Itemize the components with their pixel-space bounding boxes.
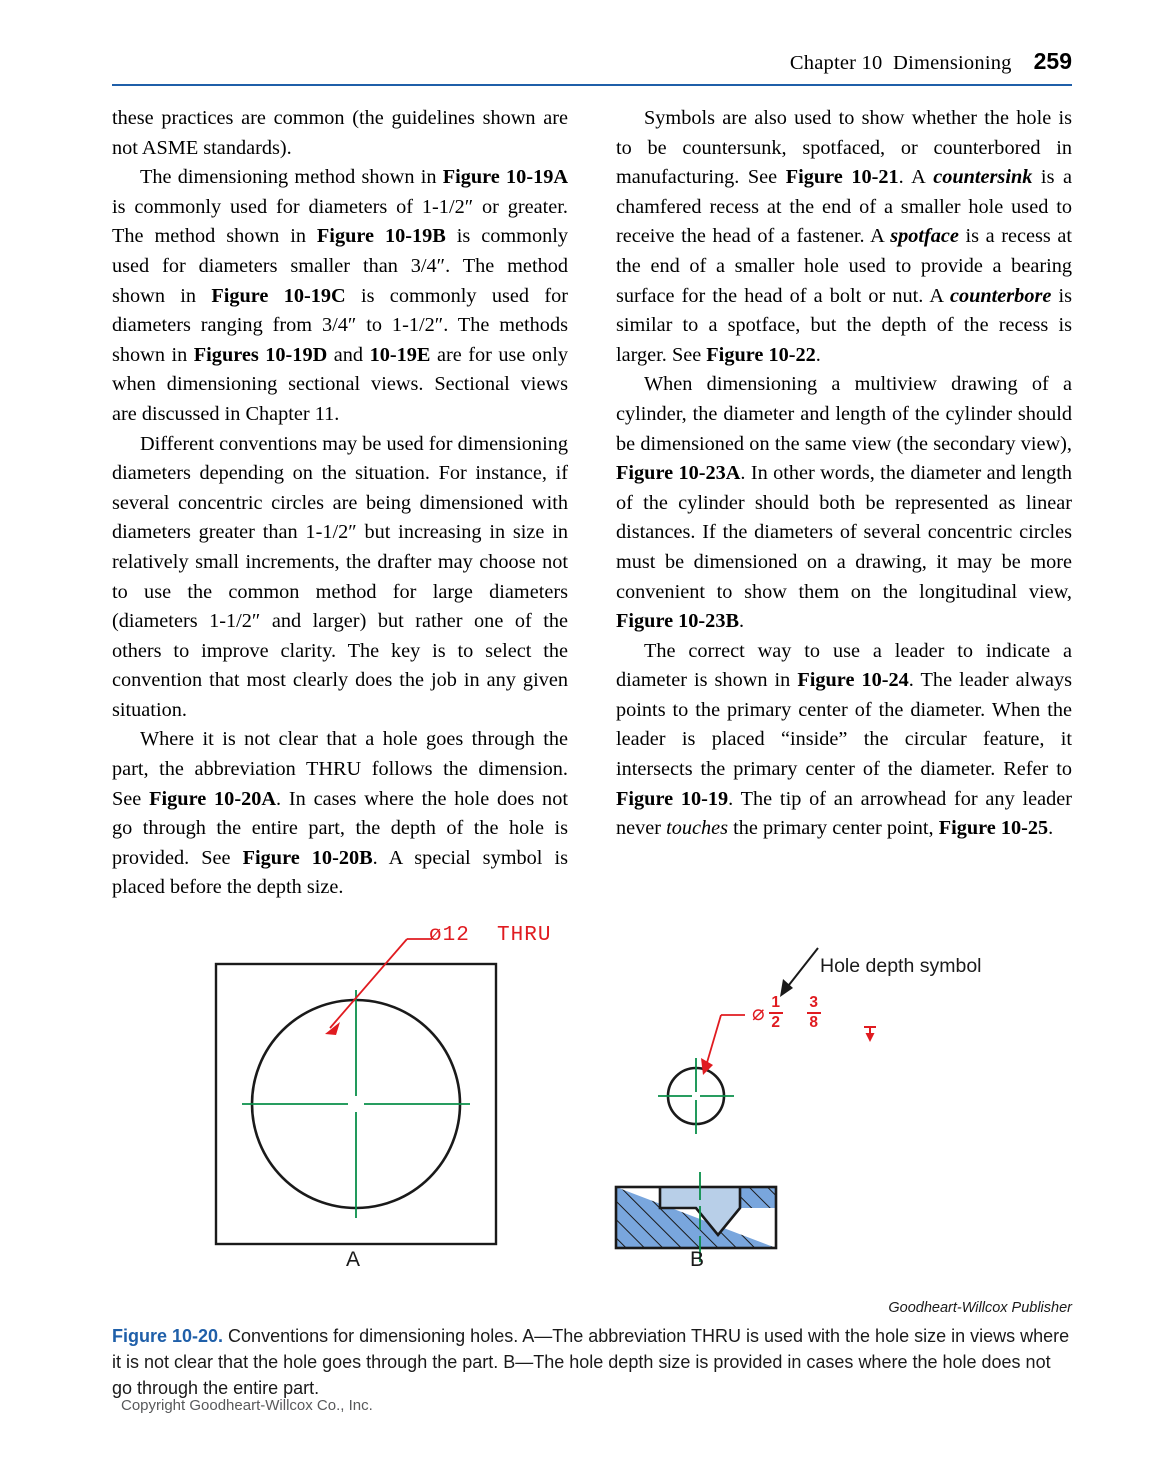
diameter-fraction-denominator: 2 (771, 1014, 780, 1032)
figure-reference: Figure 10-20B (242, 846, 373, 869)
text-run: is similar to a spotface, but the depth of the recess is larger. See (616, 284, 1072, 366)
text-run: is a chamfered recess at the end of a smaller hole used to receive the head of a fastener. A (616, 166, 1072, 248)
hole-depth-callout-arrow (780, 948, 818, 997)
text-run: . The tip of an arrowhead for any leader never (616, 787, 1073, 840)
view-b-circle-centerlines (658, 1058, 734, 1134)
emphasis-term: countersink (933, 166, 1033, 189)
paragraph (616, 637, 1072, 844)
text-run: . In other words, the diameter and length of the cylinder should both be represented as linear distances. If the diameters of several concentric circles must be dimensioned on a drawing, it may be more convenient to show them on the longitudinal view, (616, 462, 1072, 603)
text-run: . The leader always points to the primary center of the diameter. When the leader is placed “inside” the circular feature, it intersects the primary center of the diameter. Refer to (616, 669, 1072, 781)
figure-reference: Figure 10-20A (149, 787, 277, 810)
text-run: . (1048, 817, 1054, 840)
figure-reference: Figure 10-21 (785, 166, 899, 189)
emphasis-term: touches (666, 817, 729, 840)
figure-reference: Figure 10-19C (211, 284, 346, 307)
depth-fraction-numerator: 3 (809, 994, 818, 1011)
text-run: is a recess at the end of a smaller hole used to provide a bearing surface for the head of a bolt or nut. A (616, 225, 1072, 307)
paragraph (616, 370, 1072, 636)
text-run: . (739, 610, 745, 633)
figure-reference: Figure 10-19B (316, 225, 446, 248)
diameter-fraction-numerator: 1 (771, 994, 780, 1011)
view-b-section-block (616, 1187, 776, 1248)
running-head-chapter: Chapter 10 Dimensioning (789, 52, 1012, 74)
depth-fraction-denominator: 8 (809, 1014, 818, 1032)
text-run: is commonly used for diameters of 1-1/2″ or greater. The method shown in (112, 195, 568, 248)
text-run: Symbols are also used to show whether the hole is to be countersunk, spotfaced, or counterbored in manufacturing. See (616, 107, 1072, 189)
figure-reference: Figure 10-19A (442, 166, 568, 189)
running-head (112, 48, 1072, 82)
figure-reference: Figures 10-19D (193, 343, 328, 366)
text-run: . In cases where the hole does not go through the entire part, the depth of the hole is provided. See (112, 787, 568, 869)
header-rule (112, 84, 1072, 86)
text-run: is commonly used for diameters ranging from 3/4″ to 1-1/2″. The methods shown in (112, 284, 568, 366)
view-a-dimension-text: ø12 THRU (429, 924, 552, 947)
view-b-label: B (690, 1248, 705, 1271)
depth-fraction (806, 995, 822, 1032)
right-column (616, 104, 1072, 903)
text-run: The dimensioning method shown in (140, 166, 443, 189)
text-run: . A special symbol is placed before the depth size. (112, 846, 569, 899)
text-run: . A (898, 166, 934, 189)
figure-credit: Goodheart-Willcox Publisher (888, 1300, 1072, 1316)
page-number: 259 (1033, 48, 1072, 74)
hole-depth-symbol-callout-label: Hole depth symbol (820, 955, 982, 977)
emphasis-term: counterbore (949, 284, 1052, 307)
figure-reference: 10-19E (369, 343, 431, 366)
diameter-fraction (768, 995, 784, 1032)
body-columns (112, 104, 1072, 903)
figure-reference: Figure 10-23B (616, 610, 739, 633)
emphasis-term: spotface (890, 225, 959, 248)
text-run: The correct way to use a leader to indicate a diameter is shown in (616, 639, 1072, 692)
paragraph (112, 725, 568, 903)
text-run: are for use only when dimensioning sectional views. Sectional views are discussed in Chapter 11. (112, 343, 568, 425)
figure-reference: Figure 10-24 (797, 669, 909, 692)
text-run: . (815, 343, 821, 366)
figure-caption-text: Conventions for dimensioning holes. A—The abbreviation THRU is used with the hole size in views where it is not clear that the hole goes through the part. B—The hole depth size is provided in cases where the hole does not go through the entire part. (112, 1326, 1070, 1398)
figure-reference: Figure 10-19 (616, 787, 729, 810)
paragraph (112, 163, 568, 429)
figure-reference: Figure 10-25 (938, 817, 1049, 840)
text-run: is commonly used for diameters smaller than 3/4″. The method shown in (112, 225, 568, 307)
figure-reference: Figure 10-23A (616, 462, 741, 485)
left-column (112, 104, 568, 903)
view-a-label: A (346, 1248, 361, 1271)
text-run: Different conventions may be used for dimensioning diameters depending on the situation. For instance, if several concentric circles are being dimensioned with diameters greater than 1-1/2″ but increasing in size in relatively small increments, the drafter may choose not to use the common method for large diameters (diameters 1-1/2″ and larger) but rather one of the others to improve clarity. The key is to select the convention that most clearly does the job in any given situation. (112, 432, 568, 721)
figure-10-20-graphic (112, 900, 1072, 1300)
figure-caption-number: Figure 10-20. (112, 1326, 224, 1346)
diameter-symbol-icon: ⌀ (752, 1001, 765, 1025)
view-b-leader (701, 1015, 745, 1075)
text-run: and (327, 343, 370, 366)
paragraph (112, 430, 568, 726)
hole-depth-symbol-icon (787, 1003, 803, 1023)
copyright-footer: Copyright Goodheart-Willcox Co., Inc. (121, 1397, 373, 1414)
paragraph (616, 104, 1072, 370)
figure-caption (112, 1323, 1072, 1401)
view-b-dimension-text (752, 995, 822, 1032)
text-run: these practices are common (the guidelines shown are not ASME standards). (112, 107, 568, 159)
text-run: Where it is not clear that a hole goes through the part, the abbreviation THRU follows the dimension. See (112, 728, 568, 810)
figure-reference: Figure 10-22 (706, 343, 816, 366)
text-run: the primary center point, (728, 817, 939, 840)
text-run: When dimensioning a multiview drawing of a cylinder, the diameter and length of the cylinder should be dimensioned on the same view (the secondary view), (616, 373, 1072, 455)
paragraph (112, 104, 568, 163)
